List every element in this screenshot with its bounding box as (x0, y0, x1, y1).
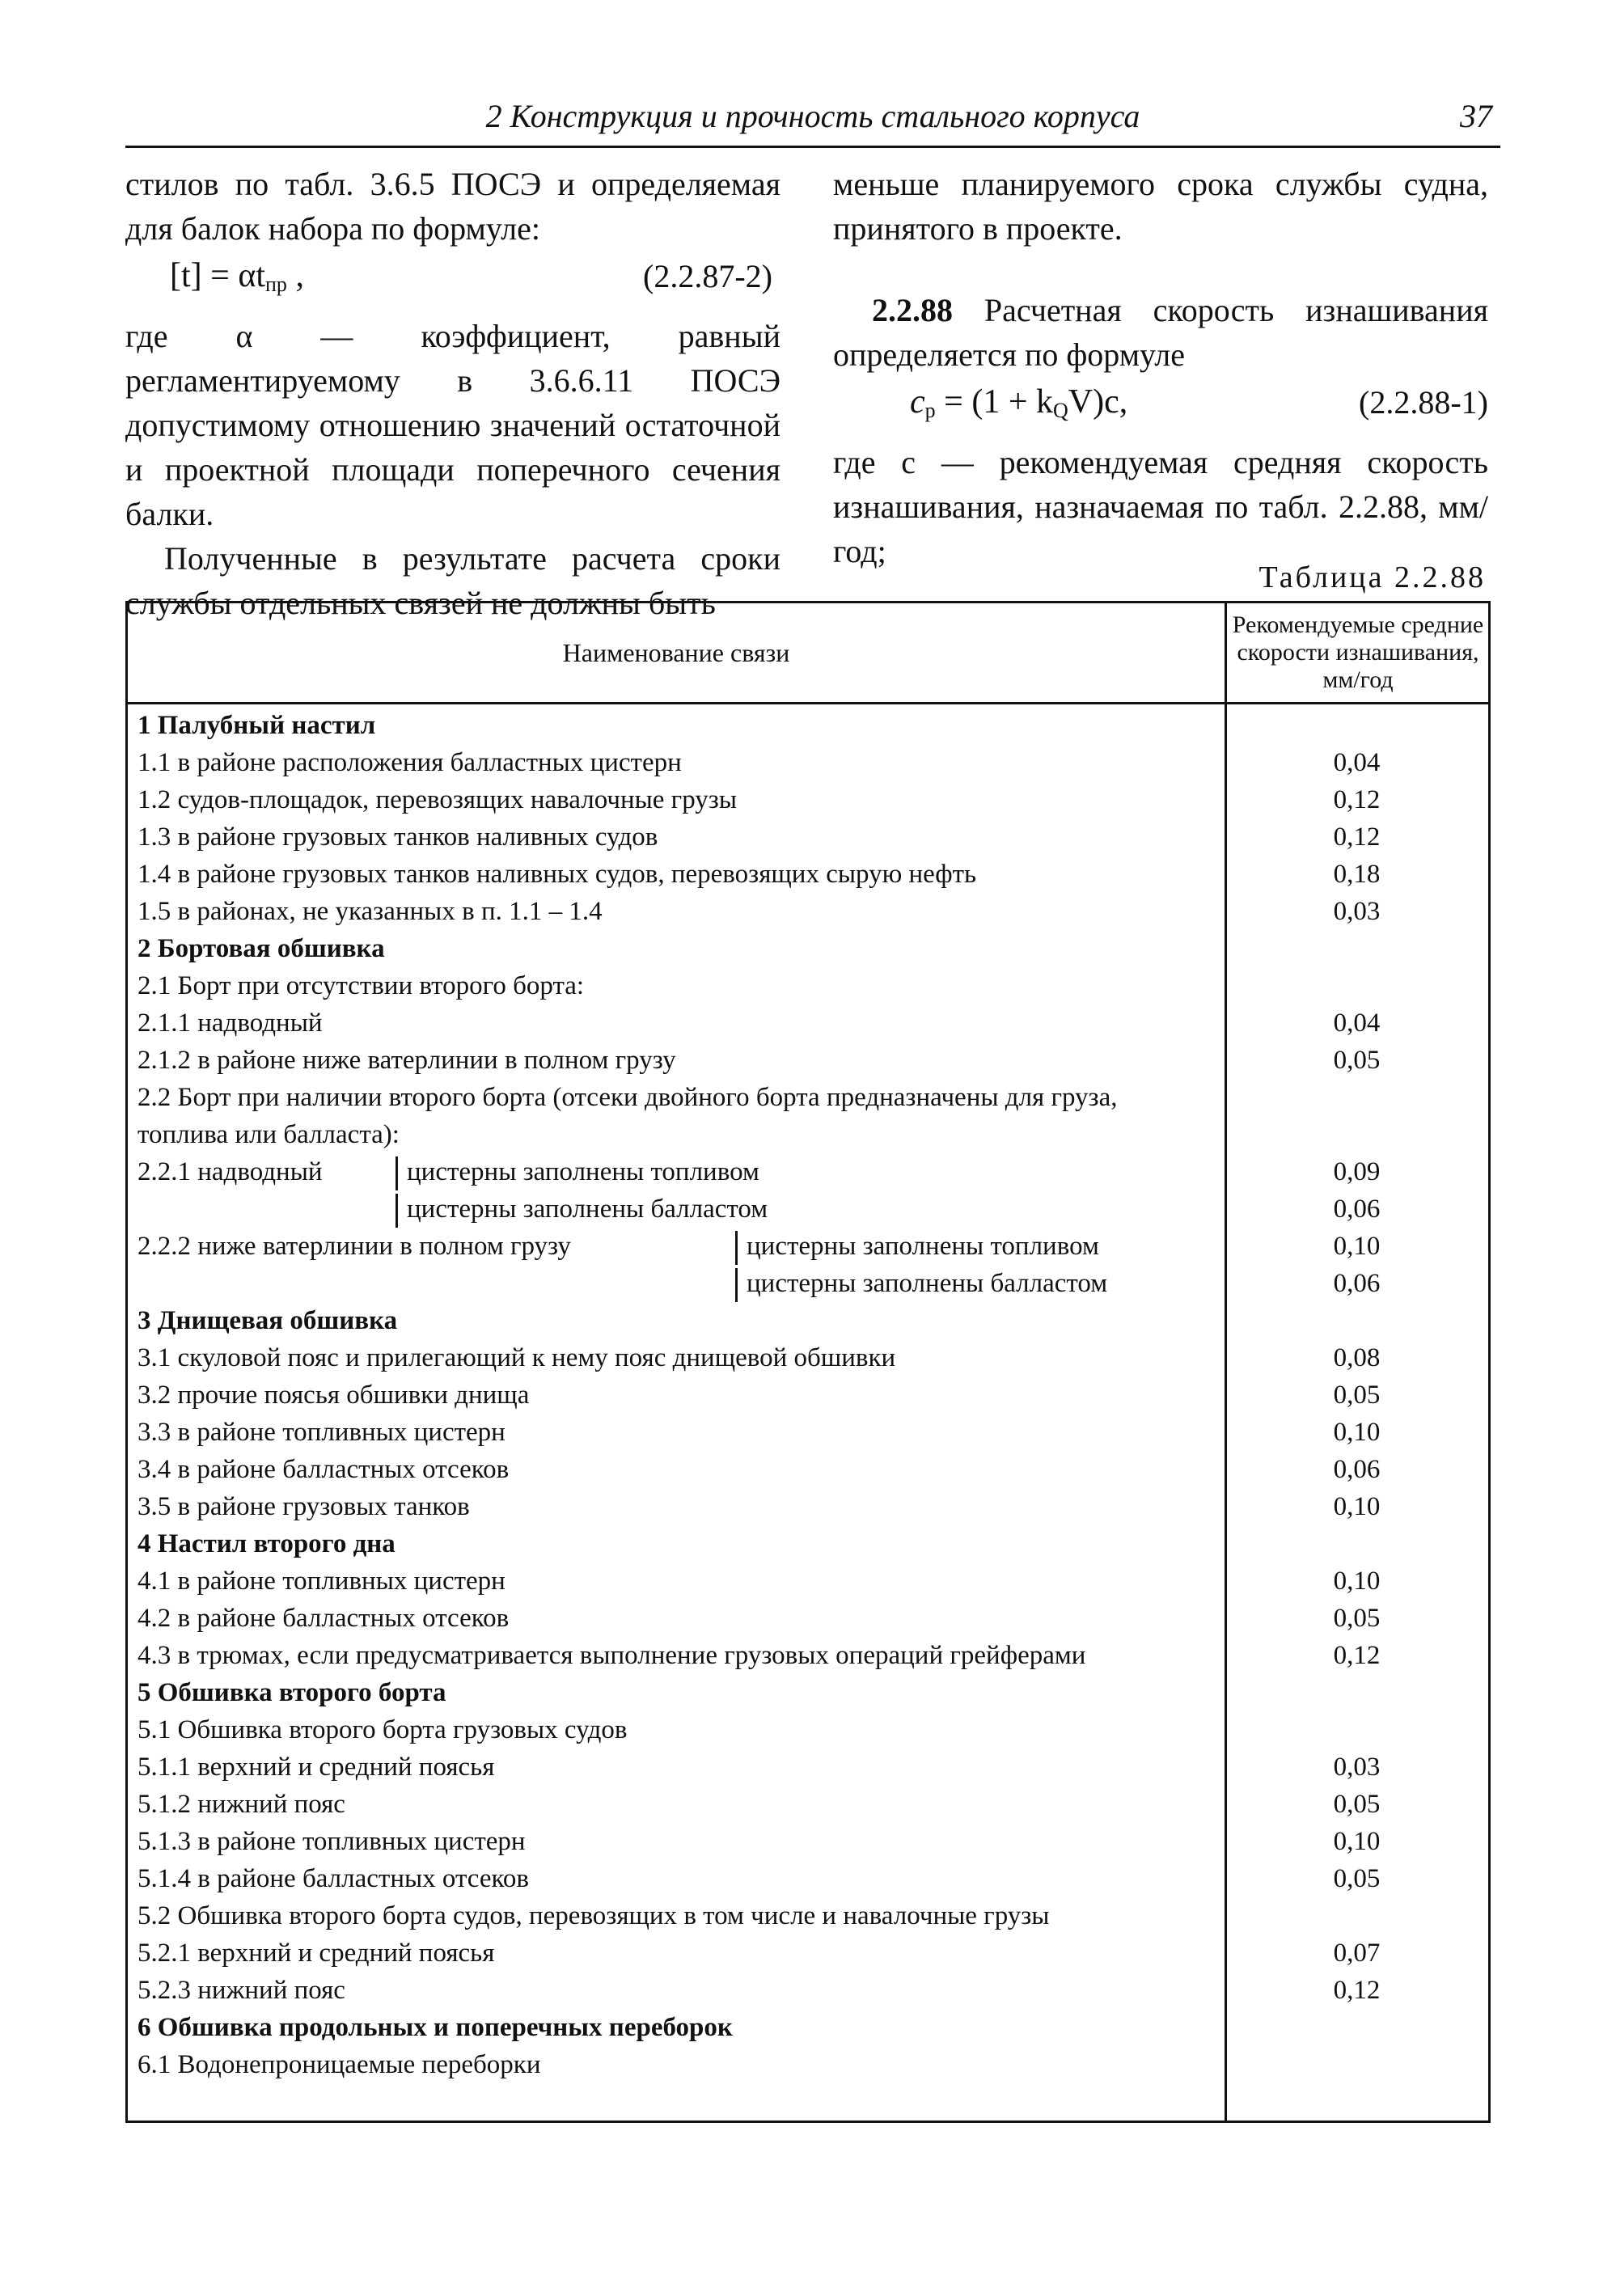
row-label: 2.2 Борт при наличии второго борта (отсеки двойного борта предназначены для груза, топлива или балласта): (137, 1083, 1118, 1149)
row-value: 0,06 (1333, 1195, 1381, 1224)
row-value: 0,10 (1333, 1418, 1381, 1447)
row-label: 1 Палубный настил (137, 711, 376, 740)
row-value: 0,08 (1333, 1343, 1381, 1372)
section-text: Расчетная скорость изнашивания определяется по формуле (833, 292, 1489, 373)
row-value: 0,06 (1333, 1269, 1381, 1298)
row-value: 0,18 (1333, 860, 1381, 889)
row-label: 5.2.3 нижний пояс (137, 1976, 345, 2005)
formula-number: (2.2.87-2) (643, 258, 772, 294)
row-label: 5.2.1 верхний и средний поясья (137, 1939, 495, 1968)
table-row (128, 1190, 1488, 1228)
table-row (128, 1488, 1488, 1525)
row-label: 3.2 прочие поясья обшивки днища (137, 1381, 530, 1410)
row-value: 0,10 (1333, 1567, 1381, 1596)
table-row (128, 1153, 1488, 1190)
table-row (128, 1042, 1488, 1079)
table-row (128, 1376, 1488, 1414)
table-row (128, 1525, 1488, 1562)
row-label: 5.2 Обшивка второго борта судов, перевозящих в том числе и навалочные грузы (137, 1901, 1050, 1930)
row-value: 0,05 (1333, 1790, 1381, 1819)
row-label: 3 Днищевая обшивка (137, 1306, 398, 1335)
row-value: 0,05 (1333, 1604, 1381, 1633)
table-row (128, 1451, 1488, 1488)
row-label: 4 Настил второго дна (137, 1529, 396, 1558)
table-body (128, 707, 1488, 2083)
table-row (128, 1228, 1488, 1265)
sub-divider (396, 1156, 398, 1190)
section-number: 2.2.88 (872, 292, 953, 328)
formula-2-2-87-2 (125, 254, 780, 304)
header-value: Рекомендуемые средние скорости изнашивания, мм/год (1225, 603, 1489, 702)
row-label: 1.1 в районе расположения балластных цистерн (137, 748, 682, 777)
table-row (128, 1562, 1488, 1600)
row-value: 0,06 (1333, 1455, 1381, 1484)
row-label: 5.1.4 в районе балластных отсеков (137, 1864, 529, 1893)
header-name: Наименование связи (562, 637, 790, 667)
row-sublabel: цистерны заполнены топливом (407, 1157, 759, 1186)
table-row (128, 818, 1488, 856)
table-row (128, 1004, 1488, 1042)
right-paragraph-1: меньше планируемого срока службы судна, принятого в проекте. (833, 166, 1488, 247)
table-caption: Таблица 2.2.88 (1258, 560, 1486, 594)
table-row (128, 1897, 1488, 1934)
table-row (128, 1079, 1488, 1153)
row-label: 3.4 в районе балластных отсеков (137, 1455, 510, 1484)
row-label: 2.2.2 ниже ватерлинии в полном грузу (137, 1232, 571, 1261)
formula-expression: $c_p = (1 + k_QV)c$, (910, 383, 1128, 422)
row-label: 2.1 Борт при отсутствии второго борта: (137, 971, 585, 1000)
row-value: 0,05 (1333, 1046, 1381, 1075)
table-row (128, 1748, 1488, 1786)
row-label: 1.3 в районе грузовых танков наливных судов (137, 822, 658, 852)
row-value: 0,04 (1333, 748, 1381, 777)
row-value: 0,07 (1333, 1939, 1381, 1968)
table-row (128, 1339, 1488, 1376)
table-row (128, 707, 1488, 744)
left-paragraph-1: стилов по табл. 3.6.5 ПОСЭ и определяемая для балок набора по формуле: (125, 166, 780, 247)
row-value: 0,04 (1333, 1008, 1381, 1038)
row-label: 4.2 в районе балластных отсеков (137, 1604, 510, 1633)
table-row (128, 967, 1488, 1004)
row-label: 1.2 судов-площадок, перевозящих навалочные грузы (137, 785, 737, 814)
row-sublabel: цистерны заполнены топливом (747, 1232, 1099, 1261)
table-row (128, 1674, 1488, 1711)
row-value: 0,12 (1333, 1976, 1381, 2005)
page-number: 37 (1460, 98, 1492, 134)
row-label: 5.1.3 в районе топливных цистерн (137, 1827, 526, 1856)
row-label: 5.1.1 верхний и средний поясья (137, 1753, 495, 1782)
row-value: 0,10 (1333, 1827, 1381, 1856)
table-row (128, 1414, 1488, 1451)
table-row (128, 856, 1488, 893)
row-value: 0,10 (1333, 1232, 1381, 1261)
row-label: 3.1 скуловой пояс и прилегающий к нему пояс днищевой обшивки (137, 1343, 896, 1372)
row-label: 1.4 в районе грузовых танков наливных судов, перевозящих сырую нефть (137, 860, 977, 889)
row-value: 0,12 (1333, 822, 1381, 852)
row-label: 3.3 в районе топливных цистерн (137, 1418, 506, 1447)
row-label: 3.5 в районе грузовых танков (137, 1492, 470, 1521)
right-column (833, 162, 1488, 573)
formula-expression: $[t] = \alpha t_{пр}$ , (170, 257, 304, 296)
table-row (128, 781, 1488, 818)
row-label: 2 Бортовая обшивка (137, 934, 385, 963)
left-paragraph-2: где α — коэффициент, равный регламентируемому в 3.6.6.11 ПОСЭ допустимому отношению значений остаточной и проектной площади поперечного сечения балки. (125, 318, 780, 532)
table-row (128, 1600, 1488, 1637)
table-row (128, 1786, 1488, 1823)
row-label: 2.2.1 надводный (137, 1157, 323, 1186)
sub-divider (735, 1268, 738, 1302)
right-paragraph-3: где c — рекомендуемая средняя скорость изнашивания, назначаемая по табл. 2.2.88, мм/год; (833, 444, 1488, 569)
row-value: 0,09 (1333, 1157, 1381, 1186)
row-label: 6.1 Водонепроницаемые переборки (137, 2050, 541, 2079)
sub-divider (735, 1231, 738, 1265)
table-row (128, 1860, 1488, 1897)
row-value: 0,03 (1333, 897, 1381, 926)
table-row (128, 1823, 1488, 1860)
row-value: 0,12 (1333, 785, 1381, 814)
table-row (128, 1972, 1488, 2009)
row-value: 0,12 (1333, 1641, 1381, 1670)
row-label: 2.1.1 надводный (137, 1008, 323, 1038)
left-column (125, 162, 780, 625)
row-label: 4.3 в трюмах, если предусматривается выполнение грузовых операций грейферами (137, 1641, 1086, 1670)
formula-2-2-88-1 (833, 380, 1488, 430)
running-title: 2 Конструкция и прочность стального корпуса (485, 98, 1140, 134)
row-label: 5 Обшивка второго борта (137, 1678, 446, 1707)
table-row (128, 1302, 1488, 1339)
row-sublabel: цистерны заполнены балластом (747, 1269, 1108, 1298)
row-label: 2.1.2 в районе ниже ватерлинии в полном грузу (137, 1046, 676, 1075)
row-value: 0,05 (1333, 1864, 1381, 1893)
row-label: 1.5 в районах, не указанных в п. 1.1 – 1.4 (137, 897, 603, 926)
row-value: 0,05 (1333, 1381, 1381, 1410)
table-row (128, 1711, 1488, 1748)
table-row (128, 2009, 1488, 2046)
page-header (125, 95, 1500, 148)
row-value: 0,10 (1333, 1492, 1381, 1521)
row-label: 5.1 Обшивка второго борта грузовых судов (137, 1715, 628, 1744)
table-row (128, 930, 1488, 967)
row-value: 0,03 (1333, 1753, 1381, 1782)
left-paragraph-3: Полученные в результате расчета сроки службы отдельных связей не должны быть (125, 540, 780, 621)
row-label: 5.1.2 нижний пояс (137, 1790, 345, 1819)
sub-divider (396, 1194, 398, 1228)
row-label: 6 Обшивка продольных и поперечных переборок (137, 2013, 733, 2042)
row-sublabel: цистерны заполнены балластом (407, 1195, 768, 1224)
table-row (128, 1934, 1488, 1972)
table-row (128, 744, 1488, 781)
table-row (128, 1265, 1488, 1302)
table-header (128, 603, 1488, 704)
wear-rate-table (125, 601, 1491, 2123)
section-2-2-88 (833, 288, 1488, 377)
table-row (128, 1637, 1488, 1674)
table-row (128, 893, 1488, 930)
formula-number: (2.2.88-1) (1359, 384, 1488, 421)
table-row (128, 2046, 1488, 2083)
row-label: 4.1 в районе топливных цистерн (137, 1567, 506, 1596)
